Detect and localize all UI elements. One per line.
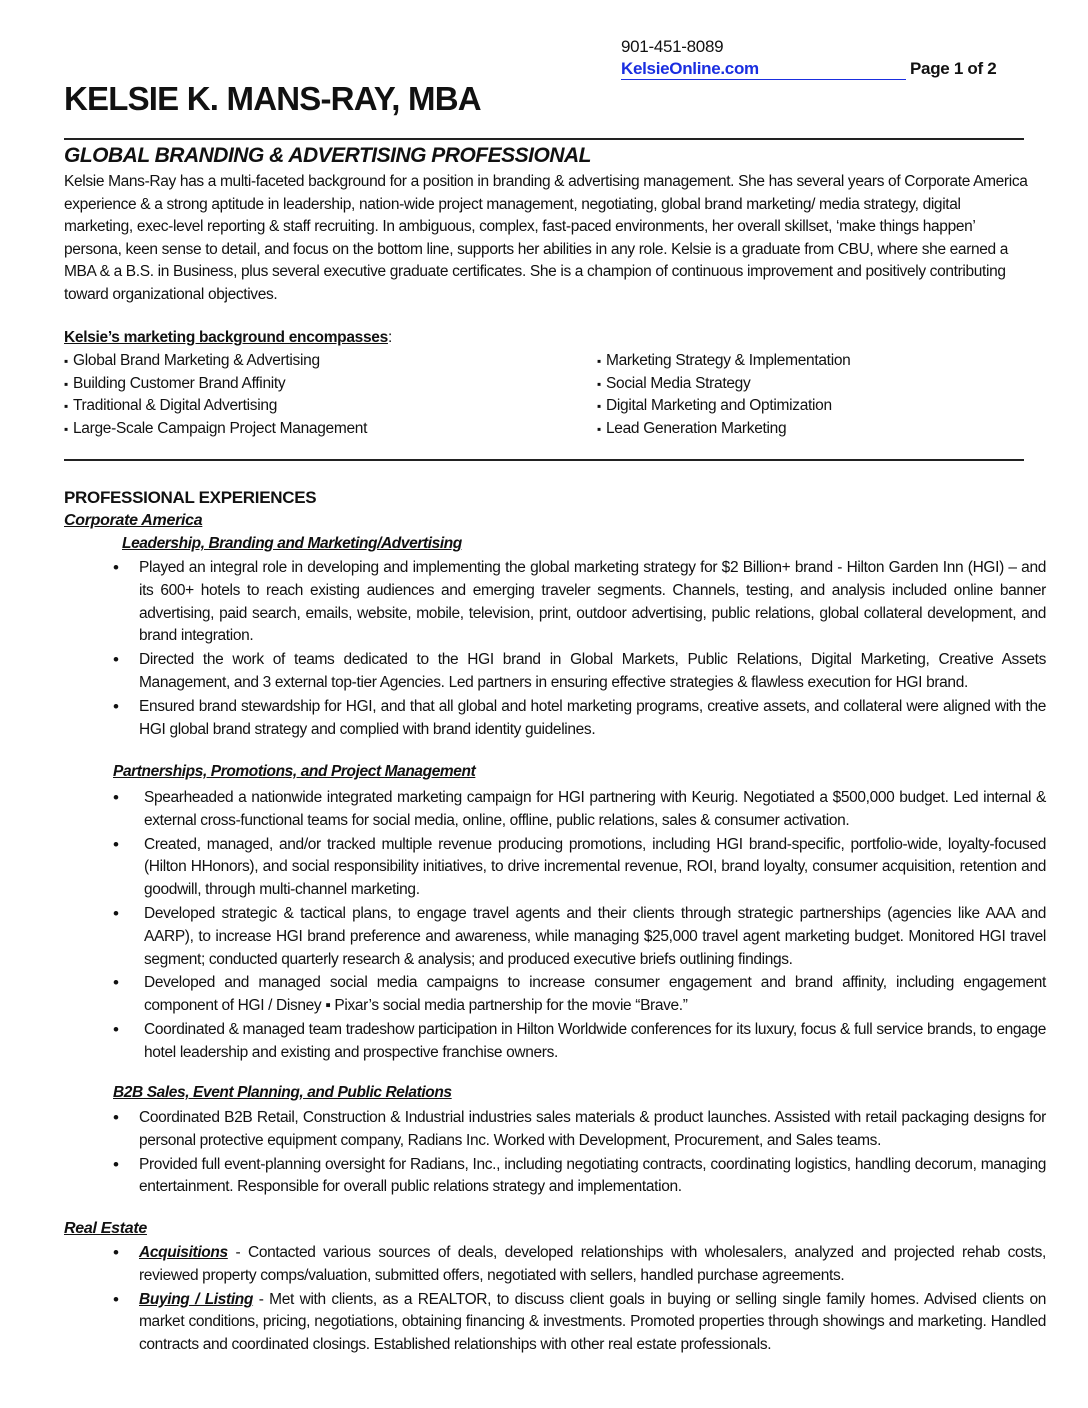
background-item: ▪ Marketing Strategy & Implementation	[597, 350, 850, 373]
background-item: ▪ Social Media Strategy	[597, 373, 850, 396]
background-item: ▪ Traditional & Digital Advertising	[64, 395, 367, 418]
b2b-bullets	[113, 1107, 1046, 1199]
bullet-text: - Met with clients, as a REALTOR, to discuss client goals in buying or selling single family homes. Advised clients on market conditions, pricing, negotiations, obtaining financing & investments. Promoted properties through showings and marketing. Handled contracts and coordinated closings. Established relationships with other real estate professionals.	[139, 1290, 1046, 1354]
partnerships-bullets	[113, 787, 1046, 1065]
professional-headline: GLOBAL BRANDING & ADVERTISING PROFESSIONAL	[64, 144, 591, 167]
bullet-label-acquisitions: Acquisitions	[139, 1244, 228, 1261]
bullet-item: • Coordinated & managed team tradeshow participation in Hilton Worldwide conferences for its luxury, focus & full service brands, to engage hotel leadership and existing and prospective franchise owners.	[113, 1019, 1046, 1065]
background-heading-text: Kelsie’s marketing background encompasses	[64, 329, 388, 346]
phone-number: 901-451-8089	[621, 37, 724, 56]
bullet-item: • Provided full event-planning oversight for Radians, Inc., including negotiating contracts, coordinating logistics, handling decorum, managing entertainment. Responsible for overall public relations strategy and implementation.	[113, 1154, 1046, 1200]
background-item: ▪ Digital Marketing and Optimization	[597, 395, 850, 418]
background-item: ▪ Lead Generation Marketing	[597, 418, 850, 441]
subsection-partnerships-title: Partnerships, Promotions, and Project Management	[113, 763, 476, 780]
candidate-name: KELSIE K. MANS-RAY, MBA	[64, 80, 481, 117]
category-corporate-america: Corporate America	[64, 512, 203, 529]
background-list-left	[64, 350, 367, 440]
background-heading-colon: :	[387, 329, 392, 346]
background-heading	[64, 329, 392, 347]
bullet-text: - Contacted various sources of deals, developed relationships with wholesalers, analyzed and projected rehab costs, reviewed property comps/valuation, submitted offers, negotiated with sellers, handled purchase agreements.	[139, 1244, 1046, 1284]
bullet-item: • Played an integral role in developing and implementing the global marketing strategy for $2 Billion+ brand - Hilton Garden Inn (HGI) – and its 600+ hotels to reach existing audiences and emerging traveler segments. Channels, testing, and analysis included online banner advertising, paid search, emails, website, mobile, television, print, outdoor advertising, public relations, global collateral development, and brand integration.	[113, 557, 1046, 648]
background-list-right	[597, 350, 850, 440]
bullet-item: • Developed strategic & tactical plans, to engage travel agents and their clients through strategic partnerships (agencies like AAA and AARP), to increase HGI brand preference and awareness, while managing $25,000 travel agent marketing budget. Monitored HGI travel segment; conducted quarterly research & analysis; and produced executive briefs outlining findings.	[113, 903, 1046, 971]
section-divider	[64, 459, 1024, 461]
bullet-item: • Directed the work of teams dedicated to the HGI brand in Global Markets, Public Relations, Digital Marketing, Creative Assets Management, and 3 external top-tier Agencies. Led partners in ensuring effective strategies & flawless execution for HGI brand.	[113, 649, 1046, 695]
category-real-estate: Real Estate	[64, 1220, 147, 1237]
website-link[interactable]: KelsieOnline.com	[621, 59, 906, 80]
header-divider	[64, 138, 1024, 140]
experience-section-title: PROFESSIONAL EXPERIENCES	[64, 488, 317, 507]
bullet-item	[113, 1289, 1046, 1357]
summary-paragraph: Kelsie Mans-Ray has a multi-faceted background for a position in branding & advertising management. She has several years of Corporate America experience & a strong aptitude in leadership, nation-wide project management, negotiating, global brand marketing/ media strategy, digital marketing, exec-level reporting & staff recruiting. In ambiguous, complex, fast-paced environments, her overall skillset, ‘make things happen’ persona, keen sense to detail, and focus on the bottom line, supports her abilities in any role. Kelsie is a graduate from CBU, where she earned a MBA & a B.S. in Business, plus several executive graduate certificates. She is a champion of continuous improvement and positively contributing toward organizational objectives.	[64, 173, 1028, 303]
bullet-item: • Developed and managed social media campaigns to increase consumer engagement and brand affinity, including engagement component of HGI / Disney ▪ Pixar’s social media partnership for the movie “Brave.”	[113, 972, 1046, 1018]
bullet-item	[113, 1242, 1046, 1288]
bullet-item: • Created, managed, and/or tracked multiple revenue producing promotions, including HGI brand-specific, portfolio-wide, loyalty-focused (Hilton HHonors), and social responsibility initiatives, to drive incremental revenue, ROI, brand loyalty, consumer acquisition, retention and goodwill, through multi-channel marketing.	[113, 834, 1046, 902]
bullet-item: • Ensured brand stewardship for HGI, and that all global and hotel marketing programs, creative assets, and collateral were aligned with the HGI global brand strategy and complied with brand identity guidelines.	[113, 696, 1046, 742]
bullet-item: • Spearheaded a nationwide integrated marketing campaign for HGI partnering with Keurig. Negotiated a $500,000 budget. Led internal & external cross-functional teams for social media, online, offline, public relations, sales & consumer activation.	[113, 787, 1046, 833]
bullet-item: • Coordinated B2B Retail, Construction & Industrial industries sales materials & product launches. Assisted with retail packaging designs for personal protective equipment company, Radians Inc. Worked with Development, Procurement, and Sales teams.	[113, 1107, 1046, 1153]
background-item: ▪ Global Brand Marketing & Advertising	[64, 350, 367, 373]
contact-block	[621, 36, 996, 80]
subsection-leadership-title: Leadership, Branding and Marketing/Advertising	[122, 535, 462, 552]
real-estate-bullets	[113, 1242, 1046, 1357]
page-indicator: Page 1 of 2	[910, 59, 997, 78]
subsection-b2b-title: B2B Sales, Event Planning, and Public Relations	[113, 1084, 452, 1101]
background-item: ▪ Large-Scale Campaign Project Management	[64, 418, 367, 441]
bullet-label-buying-listing: Buying / Listing	[139, 1290, 254, 1308]
leadership-bullets	[113, 557, 1046, 741]
background-item: ▪ Building Customer Brand Affinity	[64, 373, 367, 396]
